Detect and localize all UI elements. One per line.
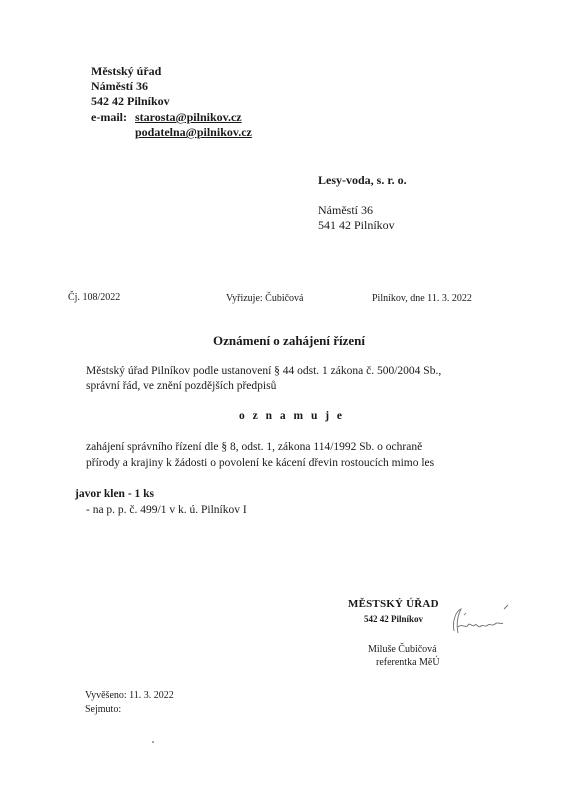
signatory-name: Miluše Čubičová	[368, 644, 437, 655]
item-heading: javor klen - 1 ks	[75, 488, 155, 500]
body-line-2: přírody a krajiny k žádosti o povolení ke kácení dřevin rostoucích mimo les	[86, 457, 435, 469]
sender-email-podatelna-link[interactable]: podatelna@pilnikov.cz	[135, 125, 252, 139]
handwritten-signature	[446, 603, 516, 643]
posted-date: Vyvěšeno: 11. 3. 2022	[85, 690, 174, 701]
body-line-1: zahájení správního řízení dle § 8, odst. 1, zákona 114/1992 Sb. o ochraně	[86, 441, 423, 453]
sender-city: 542 42 Pilníkov	[91, 94, 170, 108]
stamp-office: MĚSTSKÝ ÚŘAD	[348, 598, 439, 610]
announces-heading: o z n a m u j e	[239, 410, 345, 422]
stamp-city: 542 42 Pilníkov	[364, 614, 424, 624]
recipient-city: 541 42 Pilníkov	[318, 218, 395, 232]
recipient-name: Lesy-voda, s. r. o.	[318, 173, 407, 187]
intro-line-2: správní řád, ve znění pozdějších předpisů	[86, 380, 277, 392]
intro-line-1: Městský úřad Pilníkov podle ustanovení § 44 odst. 1 zákona č. 500/2004 Sb.,	[86, 365, 442, 377]
reference-place-date: Pilníkov, dne 11. 3. 2022	[372, 293, 472, 304]
sender-street: Náměstí 36	[91, 79, 148, 93]
sender-email-starosta-link[interactable]: starosta@pilnikov.cz	[135, 110, 242, 124]
scan-speck	[152, 741, 154, 743]
signatory-role: referentka MěÚ	[376, 657, 440, 668]
sender-office: Městský úřad	[91, 64, 162, 78]
reference-handler: Vyřizuje: Čubičová	[226, 293, 304, 304]
recipient-street: Náměstí 36	[318, 203, 373, 217]
item-detail: - na p. p. č. 499/1 v k. ú. Pilníkov I	[86, 504, 247, 516]
reference-number: Čj. 108/2022	[68, 292, 121, 303]
removed-date: Sejmuto:	[85, 704, 122, 715]
sender-email-label: e-mail:	[91, 110, 127, 124]
document-title: Oznámení o zahájení řízení	[213, 333, 366, 348]
